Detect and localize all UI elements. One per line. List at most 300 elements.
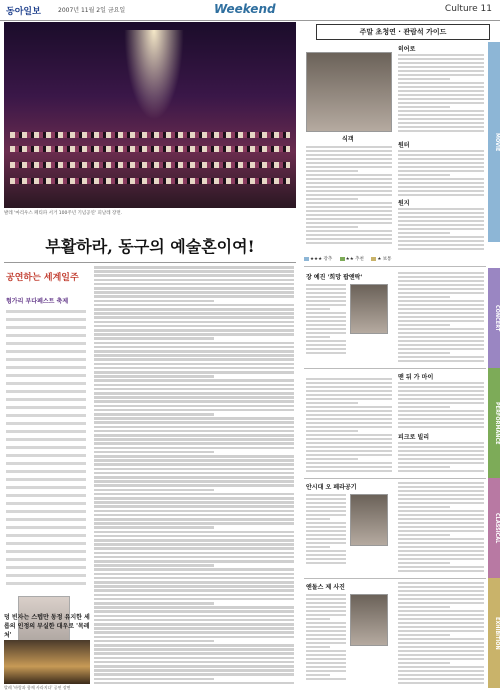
- text-line: [398, 296, 450, 298]
- text-line: [6, 502, 86, 505]
- text-line: [398, 208, 484, 210]
- text-line: [94, 463, 294, 466]
- text-line: [398, 272, 484, 274]
- pull-quote: 덩 빈자는 스텝만 동정 유지한 세롭의 인정의 부실한 대우로 '목레처': [4, 614, 90, 639]
- text-line: [94, 333, 294, 336]
- text-line: [398, 360, 484, 362]
- text-line: [398, 470, 484, 472]
- text-line: [306, 394, 392, 396]
- text-line: [398, 288, 484, 290]
- text-line: [306, 234, 392, 236]
- text-line: [94, 619, 294, 622]
- text-line: [398, 602, 484, 604]
- text-line: [94, 547, 294, 550]
- text-line: [306, 348, 346, 350]
- text-line: [398, 220, 484, 222]
- text-line: [306, 190, 392, 192]
- text-line: [398, 382, 484, 384]
- text-line: [306, 146, 392, 148]
- text-line: [306, 506, 346, 508]
- text-line: [306, 426, 392, 428]
- text-line: [306, 538, 346, 540]
- text-line: [306, 162, 392, 164]
- text-line: [306, 514, 346, 516]
- text-line: [94, 652, 294, 655]
- text-line: [398, 300, 484, 302]
- text-line: [306, 550, 346, 552]
- text-line: [398, 518, 484, 520]
- text-line: [94, 434, 294, 437]
- text-line: [398, 666, 484, 668]
- text-line: [94, 291, 294, 294]
- text-line: [398, 114, 484, 116]
- text-line: [6, 486, 86, 489]
- text-line: [94, 447, 294, 450]
- text-line: [398, 558, 484, 560]
- text-line: [306, 324, 346, 326]
- text-line: [398, 674, 484, 676]
- text-line: [94, 556, 294, 559]
- text-line: [94, 392, 294, 395]
- text-line: [398, 54, 484, 56]
- text-line: [398, 534, 450, 536]
- text-line: [398, 336, 484, 338]
- text-line: [398, 390, 484, 392]
- divider: [304, 266, 486, 267]
- dancer-row: [10, 178, 290, 184]
- text-line: [306, 320, 346, 322]
- dancer-row: [10, 162, 290, 168]
- text-line: [306, 166, 392, 168]
- text-line: [398, 280, 484, 282]
- text-line: [306, 662, 346, 664]
- legend-item: [340, 256, 364, 262]
- text-line: [306, 618, 330, 620]
- text-line: [6, 526, 86, 529]
- text-line: [398, 154, 484, 156]
- text-line: [398, 102, 484, 104]
- text-line: [6, 446, 86, 449]
- text-line: [398, 348, 484, 350]
- text-line: [94, 358, 294, 361]
- text-line: [94, 539, 294, 542]
- text-line: [94, 312, 294, 315]
- text-line: [94, 552, 294, 555]
- text-line: [94, 321, 294, 324]
- text-line: [306, 614, 346, 616]
- singer-photo: [350, 284, 388, 334]
- text-line: [94, 451, 214, 454]
- text-line: [306, 222, 392, 224]
- text-line: [6, 478, 86, 481]
- exhibition-item-title: 앤돌스 제 사진: [306, 584, 345, 591]
- text-line: [306, 230, 392, 232]
- text-line: [398, 594, 484, 596]
- text-line: [306, 194, 392, 196]
- text-line: [6, 582, 86, 585]
- text-line: [306, 288, 346, 290]
- text-line: [398, 216, 484, 218]
- text-line: [6, 342, 86, 345]
- text-line: [306, 626, 346, 628]
- text-line: [6, 470, 86, 473]
- text-line: [6, 550, 86, 553]
- text-line: [306, 352, 346, 354]
- text-line: [398, 498, 484, 500]
- text-line: [94, 497, 294, 500]
- text-line: [398, 98, 484, 100]
- text-line: [398, 320, 484, 322]
- text-line: [398, 514, 484, 516]
- text-line: [306, 182, 392, 184]
- text-line: [398, 190, 484, 192]
- article-body: [94, 266, 296, 691]
- text-line: [398, 304, 484, 306]
- text-line: [94, 430, 294, 433]
- text-line: [398, 74, 484, 76]
- text-line: [306, 406, 392, 408]
- movie-item-title: 원터: [398, 142, 410, 149]
- text-line: [306, 422, 392, 424]
- text-line: [306, 300, 346, 302]
- text-line: [94, 363, 294, 366]
- text-line: [398, 178, 484, 180]
- text-line: [398, 150, 484, 152]
- text-line: [94, 384, 294, 387]
- text-line: [398, 232, 450, 234]
- text-line: [94, 594, 294, 597]
- text-line: [306, 674, 330, 676]
- text-line: [398, 174, 450, 176]
- text-line: [398, 566, 484, 568]
- text-line: [6, 334, 86, 337]
- text-line: [398, 426, 484, 428]
- text-line: [94, 438, 294, 441]
- text-line: [306, 340, 346, 342]
- text-line: [306, 434, 392, 436]
- text-line: [398, 276, 484, 278]
- text-line: [398, 66, 484, 68]
- text-line: [6, 374, 86, 377]
- text-line: [94, 283, 294, 286]
- text-line: [306, 634, 346, 636]
- text-line: [398, 406, 450, 408]
- text-line: [94, 388, 294, 391]
- text-line: [306, 554, 346, 556]
- text-line: [398, 646, 484, 648]
- text-line: [94, 615, 294, 618]
- stage-light: [124, 30, 184, 120]
- text-line: [306, 630, 346, 632]
- text-line: [398, 546, 484, 548]
- ballet-photo: [4, 22, 296, 208]
- text-line: [398, 522, 484, 524]
- text-line: [94, 476, 294, 479]
- band-classical: CLASSICAL: [488, 478, 500, 578]
- text-line: [6, 358, 86, 361]
- band-exhibition: EXHIBITION: [488, 578, 500, 688]
- text-line: [398, 312, 484, 314]
- legend-swatch: [371, 257, 376, 261]
- text-line: [398, 634, 450, 636]
- text-line: [306, 328, 346, 330]
- text-line: [398, 212, 484, 214]
- text-line: [398, 90, 484, 92]
- text-line: [306, 526, 346, 528]
- text-line: [306, 242, 392, 244]
- text-line: [94, 266, 294, 269]
- text-line: [306, 510, 346, 512]
- text-line: [94, 581, 294, 584]
- text-line: [398, 626, 484, 628]
- text-line: [398, 614, 484, 616]
- text-line: [306, 522, 346, 524]
- text-line: [398, 332, 484, 334]
- text-line: [94, 526, 214, 529]
- legend-item: [304, 256, 332, 262]
- text-line: [94, 531, 294, 534]
- text-line: [94, 514, 294, 517]
- text-line: [398, 158, 484, 160]
- text-line: [398, 386, 484, 388]
- text-line: [306, 386, 392, 388]
- text-line: [306, 308, 330, 310]
- text-line: [398, 670, 484, 672]
- text-line: [398, 454, 484, 456]
- divider: [304, 578, 486, 579]
- text-line: [306, 336, 330, 338]
- photo-caption: 발레 '마리우스 페티파 서거 100주년 기념공연' 피날레 장면.: [4, 211, 123, 216]
- text-line: [6, 390, 86, 393]
- text-line: [94, 505, 294, 508]
- text-line: [94, 610, 294, 613]
- text-line: [398, 538, 484, 540]
- movie-item-title: 히어로: [398, 46, 416, 53]
- text-line: [398, 414, 484, 416]
- text-line: [94, 522, 294, 525]
- text-line: [398, 248, 484, 250]
- text-line: [306, 410, 392, 412]
- text-line: [398, 224, 484, 226]
- series-subtitle: 헝가리 부다페스트 축제: [6, 298, 69, 305]
- text-line: [398, 622, 484, 624]
- text-line: [306, 654, 346, 656]
- text-line: [306, 598, 346, 600]
- text-line: [6, 398, 86, 401]
- legend-label: ★ 보통: [377, 257, 392, 262]
- text-line: [306, 186, 392, 188]
- text-line: [398, 122, 484, 124]
- text-line: [94, 518, 294, 521]
- text-line: [306, 170, 358, 172]
- text-line: [398, 598, 484, 600]
- text-line: [94, 480, 294, 483]
- text-line: [398, 570, 484, 572]
- text-line: [398, 126, 484, 128]
- text-line: [94, 354, 294, 357]
- text-line: [94, 442, 294, 445]
- text-line: [94, 535, 294, 538]
- text-line: [6, 422, 86, 425]
- text-line: [94, 274, 294, 277]
- band-movie: MOVIE: [488, 42, 500, 242]
- text-line: [306, 658, 346, 660]
- text-line: [398, 316, 484, 318]
- text-line: [306, 296, 346, 298]
- text-line: [306, 450, 392, 452]
- main-article-column: [0, 22, 300, 691]
- text-line: [398, 586, 484, 588]
- text-line: [306, 494, 346, 496]
- text-line: [94, 472, 294, 475]
- text-line: [6, 574, 86, 577]
- text-line: [398, 550, 484, 552]
- text-line: [306, 606, 346, 608]
- text-line: [306, 542, 346, 544]
- text-line: [94, 413, 214, 416]
- text-line: [398, 526, 484, 528]
- text-line: [306, 206, 392, 208]
- text-line: [306, 344, 346, 346]
- movie-still: [306, 52, 392, 132]
- text-line: [94, 631, 294, 634]
- text-line: [398, 502, 484, 504]
- text-line: [94, 468, 294, 471]
- text-line: [94, 589, 294, 592]
- text-line: [94, 627, 294, 630]
- text-line: [398, 352, 450, 354]
- text-line: [94, 673, 294, 676]
- text-line: [398, 530, 484, 532]
- text-line: [398, 292, 484, 294]
- text-line: [398, 462, 484, 464]
- text-line: [306, 666, 346, 668]
- text-line: [306, 530, 346, 532]
- text-line: [94, 350, 294, 353]
- text-line: [306, 158, 392, 160]
- text-line: [398, 494, 484, 496]
- text-line: [306, 678, 346, 680]
- dancer-row: [10, 132, 290, 138]
- divider: [4, 262, 296, 263]
- text-line: [94, 585, 294, 588]
- text-line: [94, 623, 294, 626]
- divider: [304, 368, 486, 369]
- masthead-logo: 동아일보: [6, 7, 41, 17]
- text-line: [398, 182, 484, 184]
- text-line: [306, 332, 346, 334]
- text-line: [306, 610, 346, 612]
- text-line: [398, 482, 484, 484]
- text-line: [398, 394, 484, 396]
- legend-label: ★★ 추천: [345, 257, 364, 262]
- text-line: [398, 166, 484, 168]
- text-line: [94, 501, 294, 504]
- text-line: [306, 558, 346, 560]
- text-line: [306, 414, 392, 416]
- text-line: [94, 602, 214, 605]
- text-line: [94, 375, 214, 378]
- text-line: [94, 489, 214, 492]
- text-line: [398, 658, 484, 660]
- text-line: [398, 510, 484, 512]
- text-line: [306, 304, 346, 306]
- dancer-row: [10, 146, 290, 152]
- text-line: [398, 344, 484, 346]
- page-header: [0, 0, 500, 21]
- text-line: [94, 543, 294, 546]
- text-line: [306, 316, 346, 318]
- text-line: [398, 170, 484, 172]
- text-line: [94, 459, 294, 462]
- text-line: [94, 342, 294, 345]
- text-line: [398, 118, 484, 120]
- text-line: [6, 454, 86, 457]
- text-line: [94, 329, 294, 332]
- text-line: [306, 458, 358, 460]
- text-line: [306, 602, 346, 604]
- text-line: [94, 337, 214, 340]
- text-line: [94, 598, 294, 601]
- page-headline: 부활하라, 동구의 예술혼이여!: [45, 237, 255, 256]
- text-line: [306, 402, 358, 404]
- text-line: [398, 162, 484, 164]
- text-line: [6, 494, 86, 497]
- text-line: [398, 682, 484, 684]
- text-line: [306, 498, 346, 500]
- text-line: [306, 622, 346, 624]
- divider: [304, 478, 486, 479]
- text-line: [6, 462, 86, 465]
- text-line: [306, 638, 346, 640]
- text-line: [306, 646, 330, 648]
- text-line: [306, 470, 392, 472]
- text-line: [398, 78, 450, 80]
- band-concert: CONCERT: [488, 268, 500, 368]
- lower-photo: [4, 640, 90, 684]
- text-line: [398, 662, 450, 664]
- text-line: [398, 324, 450, 326]
- text-line: [398, 62, 484, 64]
- text-line: [398, 678, 484, 680]
- text-line: [306, 174, 392, 176]
- text-line: [398, 58, 484, 60]
- text-line: [94, 564, 214, 567]
- text-line: [306, 390, 392, 392]
- performance-item-title: 피크로 빌리: [398, 434, 430, 441]
- section-name: Culture 11: [444, 4, 492, 14]
- text-line: [94, 346, 294, 349]
- text-line: [398, 610, 484, 612]
- text-line: [306, 150, 392, 152]
- text-line: [398, 240, 484, 242]
- text-line: [398, 582, 484, 584]
- text-line: [6, 518, 86, 521]
- text-line: [94, 665, 294, 668]
- text-line: [398, 506, 450, 508]
- band-performance: PERFORMANCE: [488, 368, 500, 478]
- text-line: [94, 409, 294, 412]
- text-line: [306, 670, 346, 672]
- text-line: [398, 340, 484, 342]
- text-line: [94, 560, 294, 563]
- text-line: [306, 462, 392, 464]
- text-line: [306, 382, 392, 384]
- text-line: [306, 502, 346, 504]
- text-line: [94, 678, 214, 681]
- text-line: [398, 638, 484, 640]
- text-line: [306, 378, 392, 380]
